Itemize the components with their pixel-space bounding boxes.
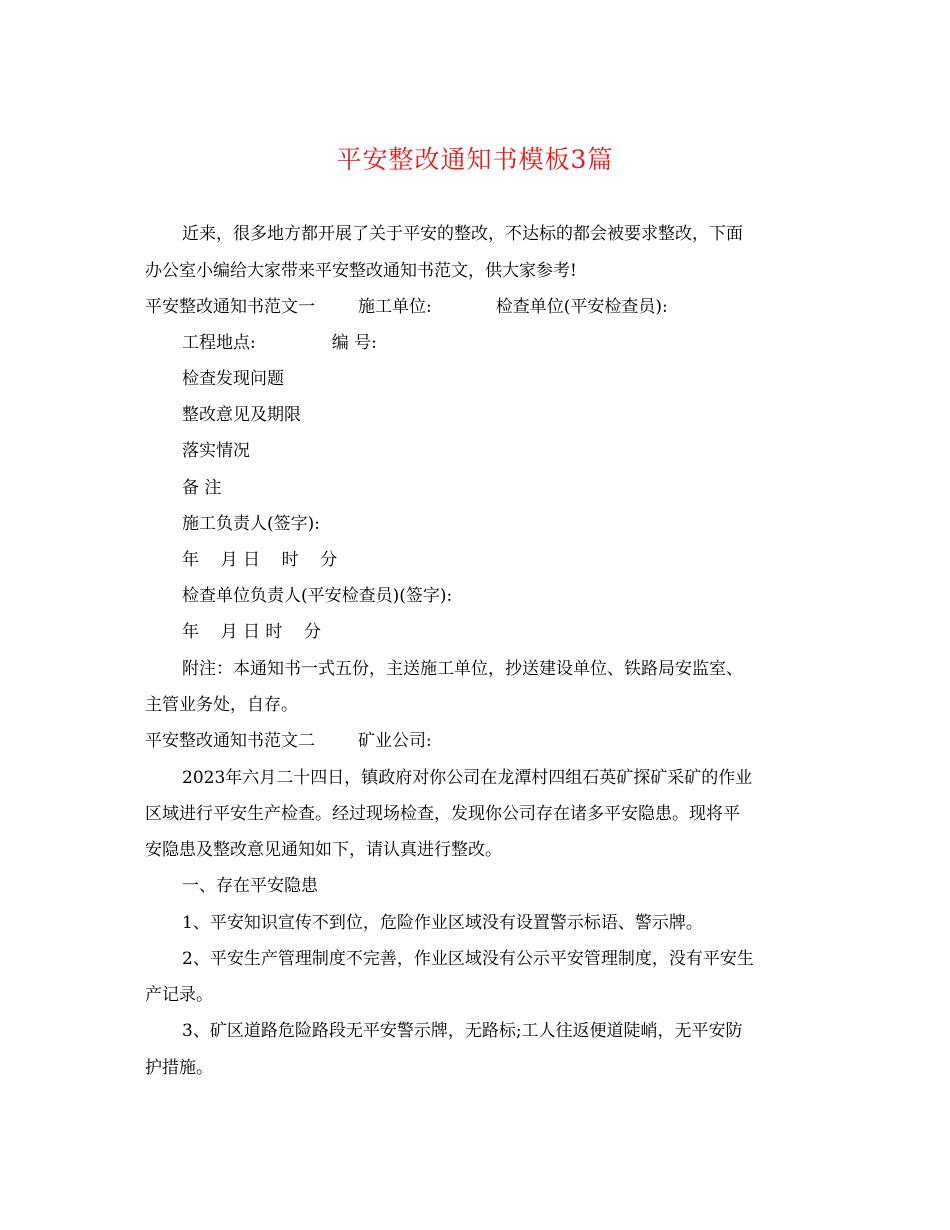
project-location-row xyxy=(182,331,377,355)
implementation-label: 落实情况 xyxy=(182,441,250,461)
sample2-body-line-3: 安隐患及整改意见通知如下，请认真进行整改。 xyxy=(145,840,502,860)
sample2-heading: 平安整改通知书范文二 xyxy=(145,731,315,751)
problems-found-label: 检查发现问题 xyxy=(182,369,284,389)
project-location-label: 工程地点: xyxy=(182,333,256,353)
section-title: 一、存在平安隐患 xyxy=(182,876,318,896)
note-line-2: 主管业务处，自存。 xyxy=(145,695,298,715)
hazard-item-3-line-2: 护措施。 xyxy=(145,1058,213,1078)
remarks-label: 备 注 xyxy=(182,478,222,498)
sample2-body-line-1: 2023年六月二十四日，镇政府对你公司在龙潭村四组石英矿探矿采矿的作业 xyxy=(182,768,753,788)
sample1-heading: 平安整改通知书范文一 xyxy=(145,297,315,317)
number-label: 编 号: xyxy=(331,333,377,353)
date-line-1: 年 月 日 时 分 xyxy=(182,550,338,570)
inspection-signature-label: 检查单位负责人(平安检查员)(签字): xyxy=(182,586,453,606)
document-title: 平安整改通知书模板3篇 xyxy=(336,145,614,174)
construction-unit-label: 施工单位: xyxy=(358,297,432,317)
hazard-item-3-line-1: 3、矿区道路危险路段无平安警示牌，无路标;工人往返便道陡峭，无平安防 xyxy=(182,1021,743,1041)
date-line-2: 年 月 日 时 分 xyxy=(182,622,322,642)
rectification-label: 整改意见及期限 xyxy=(182,405,301,425)
inspection-unit-label: 检查单位(平安检查员): xyxy=(495,297,668,317)
recipient-label: 矿业公司: xyxy=(358,731,432,751)
hazard-item-2-line-2: 产记录。 xyxy=(145,985,213,1005)
hazard-item-1-line-1: 1、平安知识宣传不到位，危险作业区域没有设置警示标语、警示牌。 xyxy=(182,913,703,933)
sample1-heading-row xyxy=(145,295,668,319)
hazard-item-2-line-1: 2、平安生产管理制度不完善，作业区域没有公示平安管理制度，没有平安生 xyxy=(182,949,754,969)
construction-signature-label: 施工负责人(签字): xyxy=(182,514,320,534)
sample2-body-line-2: 区域进行平安生产检查。经过现场检查，发现你公司存在诸多平安隐患。现将平 xyxy=(145,804,740,824)
intro-line-1: 近来，很多地方都开展了关于平安的整改，不达标的都会被要求整改，下面 xyxy=(182,224,743,244)
note-line-1: 附注：本通知书一式五份，主送施工单位，抄送建设单位、铁路局安监室、 xyxy=(182,659,743,679)
sample2-heading-row xyxy=(145,729,432,753)
intro-line-2: 办公室小编给大家带来平安整改通知书范文，供大家参考! xyxy=(145,261,577,281)
